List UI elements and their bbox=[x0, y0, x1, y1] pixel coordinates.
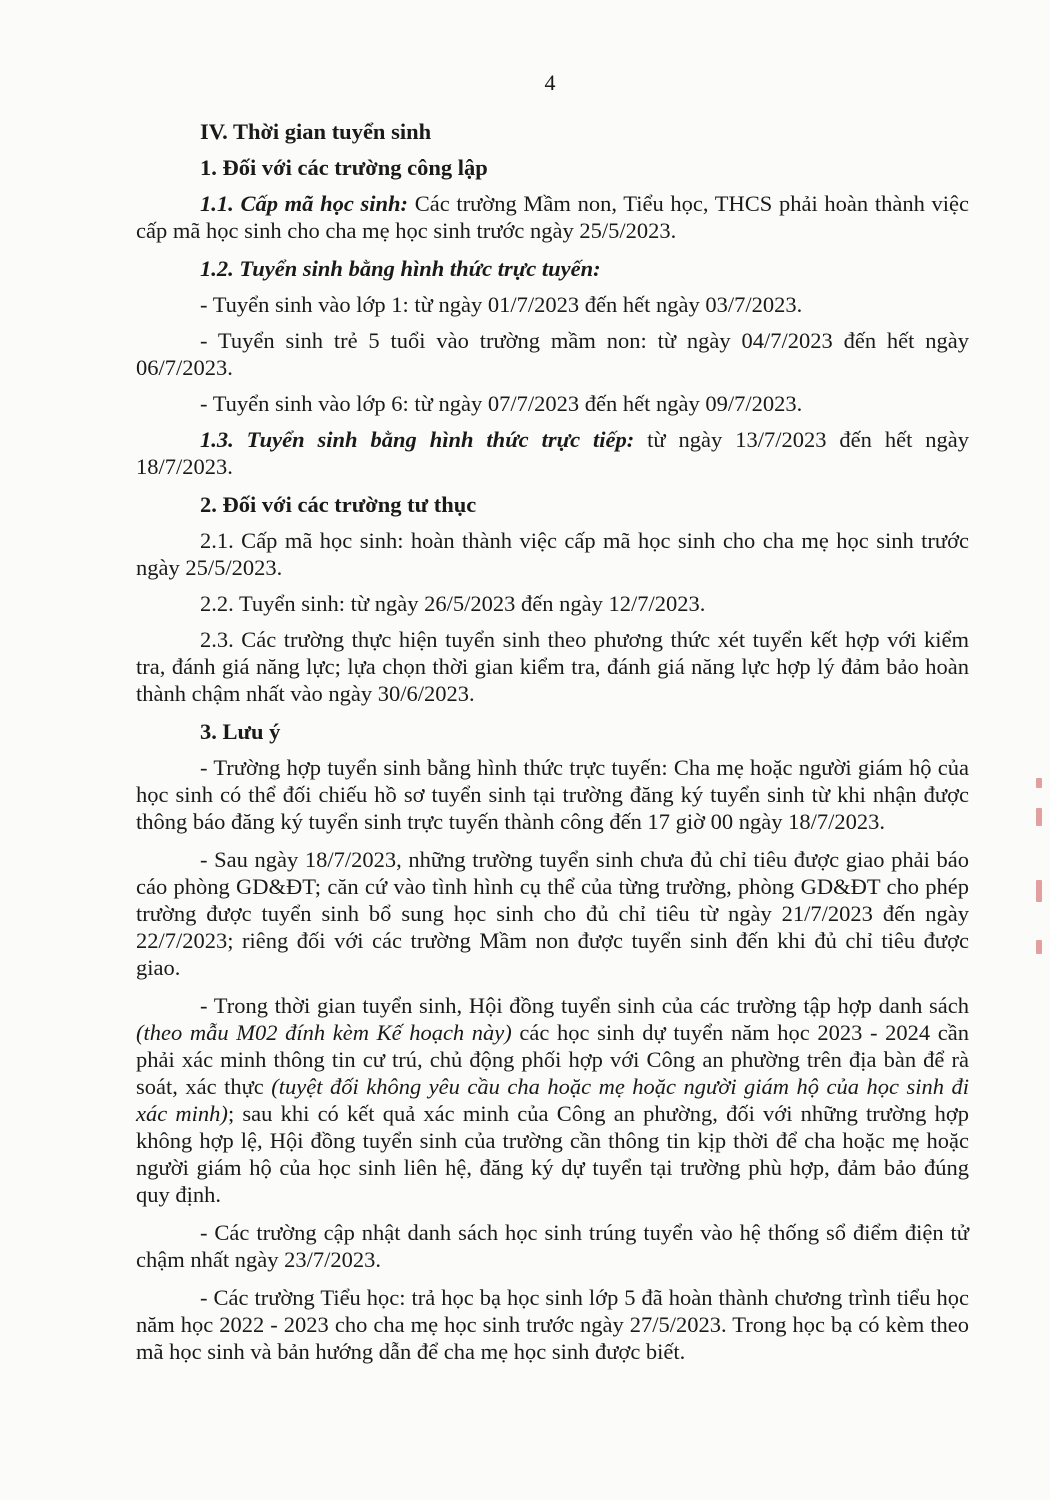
paragraph-student-code bbox=[136, 190, 969, 244]
note-text: - Trong thời gian tuyển sinh, Hội đồng tuyển sinh của các trường tập hợp danh sách bbox=[200, 993, 969, 1018]
private-item: 2.1. Cấp mã học sinh: hoàn thành việc cấp mã học sinh cho cha mẹ học sinh trước ngày 25/5/2023. bbox=[136, 528, 969, 580]
note-paragraph: - Các trường cập nhật danh sách học sinh trúng tuyển vào hệ thống sổ điểm điện tử chậm nhất ngày 23/7/2023. bbox=[136, 1220, 969, 1272]
note-paragraph bbox=[136, 992, 969, 1208]
scan-mark bbox=[1036, 880, 1042, 902]
section-title: IV. Thời gian tuyển sinh bbox=[200, 119, 432, 144]
online-item: - Tuyển sinh vào lớp 6: từ ngày 07/7/2023 đến hết ngày 09/7/2023. bbox=[200, 391, 803, 416]
online-item: - Tuyển sinh trẻ 5 tuổi vào trường mầm non: từ ngày 04/7/2023 đến hết ngày 06/7/2023. bbox=[136, 328, 969, 380]
private-item: 2.3. Các trường thực hiện tuyển sinh theo phương thức xét tuyển kết hợp với kiểm tra, đánh giá năng lực; lựa chọn thời gian kiểm tra, đánh giá năng lực hợp lý đảm bảo hoàn thành chậm nhất vào ngày 30/6/2023. bbox=[136, 627, 969, 706]
scan-mark bbox=[1036, 808, 1042, 826]
label-student-code: 1.1. Cấp mã học sinh: bbox=[200, 191, 409, 216]
label-online-admission: 1.2. Tuyển sinh bằng hình thức trực tuyến: bbox=[200, 256, 601, 281]
scan-mark bbox=[1036, 778, 1042, 788]
paragraph-direct-admission bbox=[136, 426, 969, 480]
private-item: 2.2. Tuyển sinh: từ ngày 26/5/2023 đến ngày 12/7/2023. bbox=[200, 591, 706, 616]
note-paragraph: - Trường hợp tuyển sinh bằng hình thức trực tuyến: Cha mẹ hoặc người giám hộ của học sinh có thể đối chiếu hồ sơ tuyển sinh tại trường đăng ký tuyển sinh từ khi nhận được thông báo đăng ký tuyển sinh trực tuyến thành công đến 17 giờ 00 ngày 18/7/2023. bbox=[136, 755, 969, 834]
text-direct-admission: từ ngày 13/7/2023 đến hết ngày 18/7/2023. bbox=[136, 427, 969, 479]
note-italic-text: (tuyệt đối không yêu cầu cha hoặc mẹ hoặc người giám hộ của học sinh đi xác minh) bbox=[136, 1074, 969, 1126]
notes-heading: 3. Lưu ý bbox=[200, 719, 281, 744]
public-schools-heading: 1. Đối với các trường công lập bbox=[200, 155, 488, 180]
note-text: ; sau khi có kết quả xác minh của Công an phường, đối với những trường hợp không hợp lệ, Hội đồng tuyển sinh của trường cần thông tin kịp thời để cha hoặc mẹ hoặc người giám hộ của học sinh liên hệ, đăng ký dự tuyển tại trường phù hợp, đảm bảo đúng quy định. bbox=[136, 1101, 970, 1207]
label-direct-admission: 1.3. Tuyển sinh bằng hình thức trực tiếp: bbox=[200, 427, 635, 452]
note-paragraph: - Các trường Tiểu học: trả học bạ học sinh lớp 5 đã hoàn thành chương trình tiểu học năm học 2022 - 2023 cho cha mẹ học sinh trước ngày 27/5/2023. Trong học bạ có kèm theo mã học sinh và bản hướng dẫn để cha mẹ học sinh được biết. bbox=[136, 1285, 969, 1364]
text-student-code: Các trường Mầm non, Tiểu học, THCS phải hoàn thành việc cấp mã học sinh cho cha mẹ học sinh trước ngày 25/5/2023. bbox=[136, 191, 969, 243]
scan-mark bbox=[1036, 940, 1042, 954]
note-text: các học sinh dự tuyển năm học 2023 - 2024 cần phải xác minh thông tin cư trú, chủ động phối hợp với Công an phường trên địa bàn để rà soát, xác thực bbox=[136, 1020, 970, 1099]
document-body bbox=[136, 118, 969, 1376]
online-item: - Tuyển sinh vào lớp 1: từ ngày 01/7/2023 đến hết ngày 03/7/2023. bbox=[200, 292, 803, 317]
note-italic-text: (theo mẫu M02 đính kèm Kế hoạch này) bbox=[136, 1020, 512, 1045]
private-schools-heading: 2. Đối với các trường tư thục bbox=[200, 492, 477, 517]
page-number: 4 bbox=[544, 70, 556, 95]
note-paragraph: - Sau ngày 18/7/2023, những trường tuyển sinh chưa đủ chỉ tiêu được giao phải báo cáo phòng GD&ĐT; căn cứ vào tình hình cụ thể của từng trường, phòng GD&ĐT cho phép trường được tuyển sinh bổ sung học sinh cho đủ chỉ tiêu từ ngày 21/7/2023 đến ngày 22/7/2023; riêng đối với các trường Mầm non được tuyển sinh đến khi đủ chỉ tiêu được giao. bbox=[136, 847, 969, 980]
